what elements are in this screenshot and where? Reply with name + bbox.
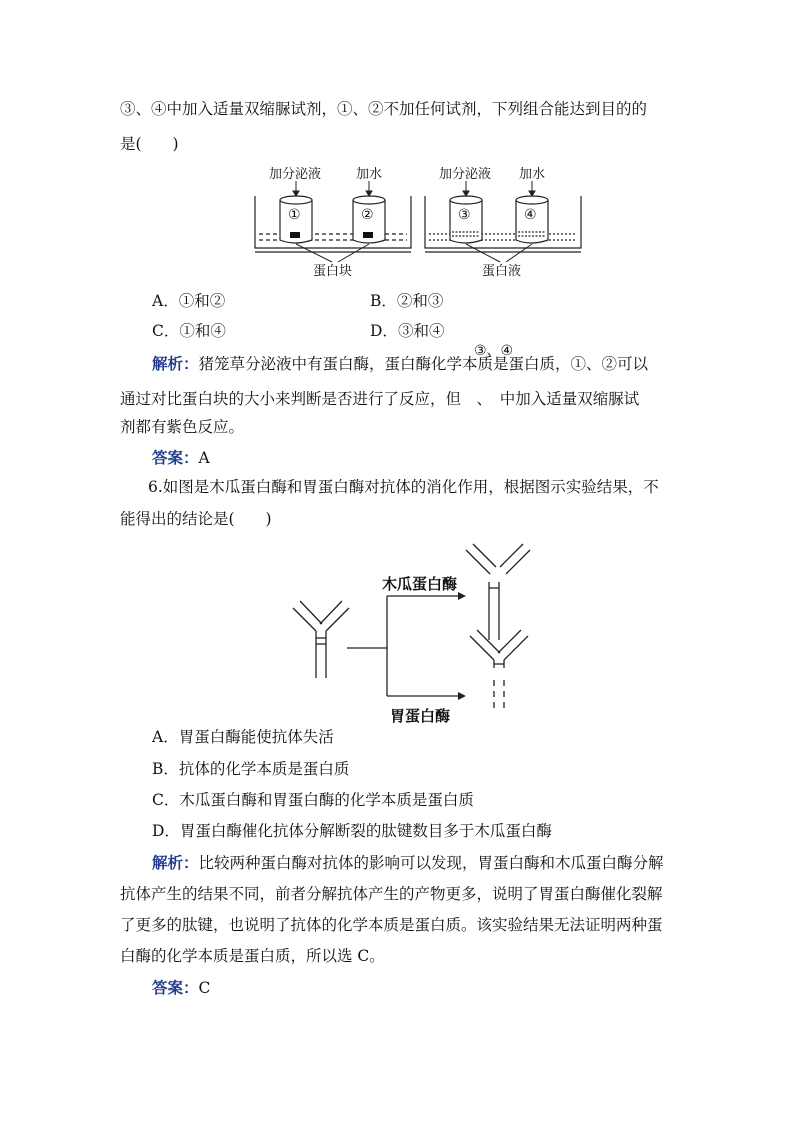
q5-stem-line1: ③、④中加入适量双缩脲试剂，①、②不加任何试剂，下列组合能达到目的的 (120, 100, 648, 118)
trough-left (255, 196, 411, 252)
q5-option-c (152, 320, 226, 342)
q6-analysis-line1 (152, 852, 664, 874)
caption-protein-block: 蛋白块 (313, 264, 353, 279)
q6-option-d: D．胃蛋白酶催化抗体分解断裂的肽键数目多于木瓜蛋白酶 (152, 822, 552, 840)
q6-option-c: C．木瓜蛋白酶和胃蛋白酶的化学本质是蛋白质 (152, 791, 474, 809)
q5-option-d (370, 320, 444, 342)
q5-option-d-text: ③和④ (397, 322, 445, 340)
q5-answer (152, 447, 210, 469)
q6-analysis-line3: 了更多的肽键，也说明了抗体的化学本质是蛋白质。该实验结果无法证明两种蛋 (120, 916, 663, 934)
q5-option-b-text: ②和③ (396, 292, 444, 310)
q5-option-d-label: D． (370, 322, 398, 340)
q5-option-a-label: A． (152, 292, 179, 310)
q5-analysis-line3: 剂都有紫色反应。 (120, 418, 245, 436)
q6-analysis-label: 解析： (152, 853, 199, 872)
label-pepsin: 胃蛋白酶 (390, 707, 451, 725)
q5-analysis-line2: 通过对比蛋白块的大小来判断是否进行了反应，但 、 中加入适量双缩脲试 (120, 390, 640, 408)
q5-option-a-text: ①和② (178, 292, 226, 310)
q5-analysis-overlay: ③、④ (474, 343, 514, 359)
q5-tube-figure (0, 0, 794, 290)
q5-option-b (370, 290, 443, 312)
label-add-secretion-left: 加分泌液 (269, 167, 322, 182)
caption-protein-solution: 蛋白液 (482, 264, 522, 279)
tube-4-number: ④ (524, 207, 537, 223)
q6-answer-label: 答案： (152, 978, 199, 997)
q5-stem-line2: 是( ) (120, 135, 179, 153)
q6-analysis-line2: 抗体产生的结果不同，前者分解抗体产生的产物更多，说明了胃蛋白酶催化裂解 (120, 885, 663, 903)
q5-analysis-line1 (152, 353, 648, 375)
antibody-intact (293, 601, 349, 678)
q6-stem-line1: 6.如图是木瓜蛋白酶和胃蛋白酶对抗体的消化作用，根据图示实验结果，不 (148, 478, 659, 496)
label-add-secretion-right: 加分泌液 (439, 167, 492, 182)
q6-answer-value: C (198, 979, 211, 997)
q5-answer-label: 答案： (152, 448, 199, 467)
label-add-water-right: 加水 (519, 167, 546, 182)
q6-answer (152, 977, 210, 999)
papain-products (466, 544, 530, 640)
tube-1-number: ① (288, 207, 301, 223)
q6-stem-line2: 能得出的结论是( ) (120, 510, 272, 528)
q5-analysis-text1: 猪笼草分泌液中有蛋白酶，蛋白酶化学本质是蛋白质，①、②可以 (198, 355, 649, 373)
q6-option-a: A．胃蛋白酶能使抗体失活 (152, 728, 334, 746)
label-papain: 木瓜蛋白酶 (382, 575, 458, 593)
q6-analysis-text1: 比较两种蛋白酶对抗体的影响可以发现，胃蛋白酶和木瓜蛋白酶分解 (198, 854, 664, 872)
tube-3-number: ③ (458, 207, 471, 223)
tube-2-number: ② (361, 207, 374, 223)
q6-option-b: B．抗体的化学本质是蛋白质 (152, 760, 350, 778)
trough-right (425, 196, 581, 252)
q5-option-c-text: ①和④ (179, 322, 226, 340)
q5-analysis-label: 解析： (152, 354, 199, 373)
pointer-arrows (293, 181, 535, 262)
pepsin-products (470, 630, 528, 710)
label-add-water-left: 加水 (356, 167, 383, 182)
q6-analysis-line4: 白酶的化学本质是蛋白质，所以选 C。 (120, 947, 385, 965)
q5-option-b-label: B． (370, 292, 397, 310)
q6-antibody-figure (0, 538, 794, 738)
q5-option-c-label: C． (152, 322, 180, 340)
q5-answer-value: A (198, 449, 210, 467)
q5-option-a (152, 290, 225, 312)
